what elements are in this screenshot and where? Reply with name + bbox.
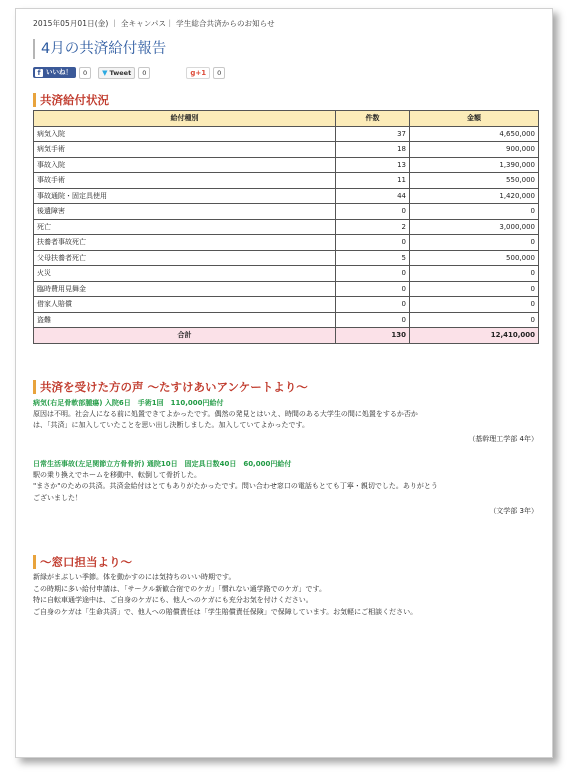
facebook-icon: f — [35, 69, 43, 77]
benefit-count: 0 — [336, 204, 410, 220]
benefit-type: 火災 — [34, 266, 336, 282]
table-row — [34, 204, 539, 220]
benefit-type: 後遺障害 — [34, 204, 336, 220]
voice-headline: 病気(右足骨軟部腫瘍) 入院6日 手術1回 110,000円給付 — [33, 398, 224, 407]
benefit-amount: 550,000 — [410, 173, 539, 189]
benefit-amount: 1,390,000 — [410, 157, 539, 173]
voices-heading: 共済を受けた方の声 ～たすけあいアンケートより～ — [33, 380, 538, 394]
tweet-label: Tweet — [109, 68, 132, 77]
benefit-count: 2 — [336, 219, 410, 235]
benefit-type: 扶養者事故死亡 — [34, 235, 336, 251]
benefit-count: 0 — [336, 281, 410, 297]
total-amount: 12,410,000 — [410, 328, 539, 344]
column-header-type: 給付種別 — [34, 111, 336, 127]
table-row — [34, 173, 539, 189]
table-row — [34, 235, 539, 251]
benefit-count: 0 — [336, 297, 410, 313]
voice-body-line: は、「共済」に加入していたことを思い出し決断しました。加入していてよかったです。 — [33, 421, 309, 429]
window-message-line: 新緑がまぶしい季節。体を動かすのには気持ちのいい時期です。 — [33, 573, 236, 581]
voice-item — [33, 459, 538, 518]
voice-body — [33, 409, 538, 432]
benefit-type: 病気手術 — [34, 142, 336, 158]
benefit-amount: 0 — [410, 266, 539, 282]
voice-body-line: "まさか"のための共済。共済金給付はとてもありがたかったです。問い合わせ窓口の電話もとても丁寧・親切でした。ありがとう — [33, 482, 438, 490]
benefit-amount: 0 — [410, 312, 539, 328]
voice-author: （基幹理工学部 4年） — [468, 434, 538, 443]
facebook-like-label: いいね！ — [46, 68, 72, 76]
benefit-amount: 1,420,000 — [410, 188, 539, 204]
benefit-type: 事故通院・固定具使用 — [34, 188, 336, 204]
benefit-type: 事故手術 — [34, 173, 336, 189]
page-title: 4月の共済給付報告 — [33, 39, 538, 59]
social-buttons — [33, 66, 538, 79]
voice-body — [33, 470, 538, 505]
benefits-heading: 共済給付状況 — [33, 93, 538, 107]
table-row — [34, 281, 539, 297]
benefit-amount: 0 — [410, 235, 539, 251]
table-row — [34, 126, 539, 142]
benefit-count: 11 — [336, 173, 410, 189]
voice-body-line: ございました！ — [33, 493, 82, 502]
google-plus-button[interactable]: g+1 — [186, 67, 210, 79]
benefit-count: 37 — [336, 126, 410, 142]
total-count: 130 — [336, 328, 410, 344]
window-message-line: ご自身のケガは「生命共済」で、他人への賠償責任は「学生賠償責任保険」で保障しています。お気軽にご相談ください。 — [33, 607, 418, 616]
benefit-amount: 0 — [410, 204, 539, 220]
benefit-count: 5 — [336, 250, 410, 266]
table-row — [34, 219, 539, 235]
table-total-row — [34, 328, 539, 344]
facebook-like-count: 0 — [79, 67, 91, 79]
voice-body-line: 原因は不明。社会人になる前に処置できてよかったです。偶然の発見とはいえ、時間のある大学生の間に処置をするか否か — [33, 409, 418, 418]
voice-headline: 日常生活事故(左足関節立方骨骨折) 通院10日 固定具日数40日 60,000円給付 — [33, 459, 292, 468]
benefit-count: 0 — [336, 312, 410, 328]
benefit-type: 借家人賠償 — [34, 297, 336, 313]
article-content — [33, 18, 538, 618]
benefit-count: 18 — [336, 142, 410, 158]
total-label: 合計 — [34, 328, 336, 344]
benefit-amount: 900,000 — [410, 142, 539, 158]
table-row — [34, 266, 539, 282]
table-row — [34, 297, 539, 313]
voice-author: （文学部 3年） — [489, 507, 538, 515]
table-row — [34, 142, 539, 158]
benefits-table — [33, 110, 539, 344]
window-message-line: 特に自転車通学途中は、ご自身のケガにも、他人へのケガにも充分お気を付けください。 — [33, 596, 313, 604]
benefit-amount: 0 — [410, 281, 539, 297]
tweet-count: 0 — [138, 67, 150, 79]
benefit-count: 44 — [336, 188, 410, 204]
benefit-type: 父母扶養者死亡 — [34, 250, 336, 266]
table-row — [34, 250, 539, 266]
benefit-count: 0 — [336, 235, 410, 251]
benefit-amount: 500,000 — [410, 250, 539, 266]
benefit-type: 臨時費用見舞金 — [34, 281, 336, 297]
column-header-amount: 金額 — [410, 111, 539, 127]
table-row — [34, 188, 539, 204]
tweet-button[interactable] — [98, 67, 135, 79]
benefit-type: 病気入院 — [34, 126, 336, 142]
benefit-type: 事故入院 — [34, 157, 336, 173]
article-page — [15, 8, 553, 758]
voice-item — [33, 398, 538, 445]
article-dateline: 2015年05月01日(金) ｜ 全キャンパス｜ 学生総合共済からのお知らせ — [33, 19, 275, 28]
window-message-line: この時期に多い給付申請は、「サークル新歓合宿でのケガ」「慣れない通学路でのケガ」です。 — [33, 584, 326, 593]
window-heading: ～窓口担当より～ — [33, 555, 538, 569]
benefit-type: 死亡 — [34, 219, 336, 235]
facebook-like-button[interactable] — [33, 67, 76, 78]
twitter-bird-icon: ▼ — [102, 68, 108, 77]
benefit-count: 13 — [336, 157, 410, 173]
benefit-amount: 4,650,000 — [410, 126, 539, 142]
benefit-type: 盗難 — [34, 312, 336, 328]
google-plus-count: 0 — [213, 67, 225, 79]
table-row — [34, 312, 539, 328]
benefit-count: 0 — [336, 266, 410, 282]
table-row — [34, 157, 539, 173]
benefit-amount: 3,000,000 — [410, 219, 539, 235]
window-message — [33, 572, 538, 618]
column-header-count: 件数 — [336, 111, 410, 127]
voice-body-line: 駅の乗り換えでホームを移動中、転倒して骨折した。 — [33, 470, 201, 479]
benefits-table-header — [34, 111, 539, 127]
benefit-amount: 0 — [410, 297, 539, 313]
